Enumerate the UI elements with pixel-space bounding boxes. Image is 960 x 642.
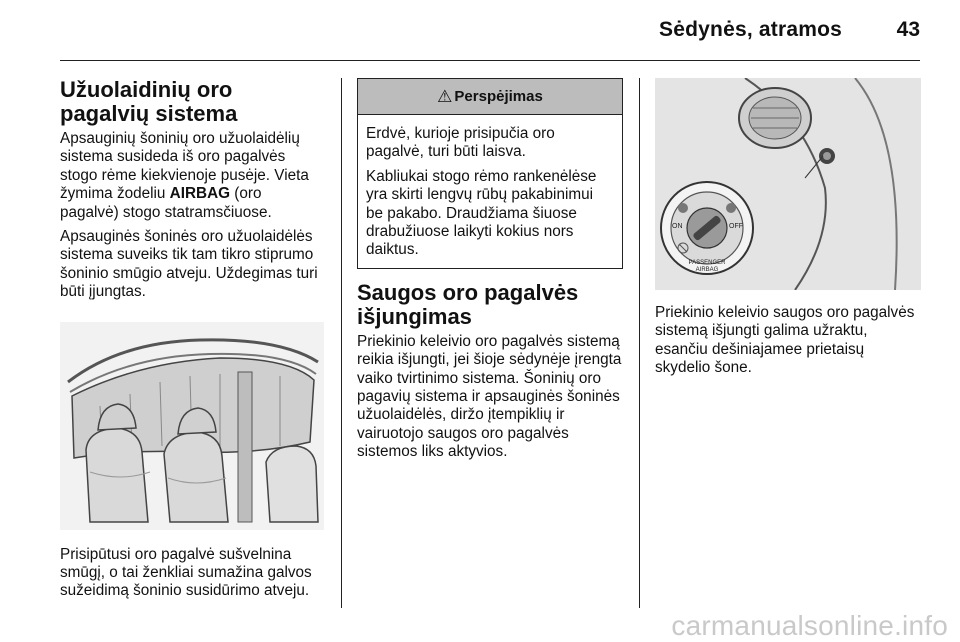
switch-passenger-label: PASSENGER xyxy=(688,260,726,266)
page-header xyxy=(60,0,920,60)
curtain-airbag-paragraph-1: Apsauginių šoninių oro užuolaidėlių sistema susideda iš oro pagalvės stogo rėme kiekvienoje pusėje. Vieta žymima žodeliu AIRBAG (oro pagalvė) stogo statramsčiuose. xyxy=(60,130,309,221)
airbag-switch-paragraph: Priekinio keleivio saugos oro pagalvės sistemą išjungti galima užraktu, esančiu dešiniajamee prietaisų skydelio šone. xyxy=(655,304,915,377)
warning-paragraph-2: Kabliukai stogo rėmo rankenėlėse yra skirti lengvų rūbų pakabinimui be pakabo. Draudžiama šiuose drabužiuose laikyti kokius nors daiktus. xyxy=(366,167,597,259)
curtain-airbag-figure-caption: Prisipūtusi oro pagalvė sušvelnina smūgį, o tai ženkliai sumažina galvos sužeidimą šoninio susidūrimo atveju. xyxy=(60,545,312,600)
airbag-switch-illustration xyxy=(655,78,921,290)
warning-body xyxy=(358,115,622,268)
switch-on-label: ON xyxy=(672,223,683,230)
curtain-airbag-paragraph-2: Apsauginės šoninės oro užuolaidėlės sistema suveiks tik tam tikro stiprumo šoninio smūgio atveju. Uždegimas turi būti įjungtas. xyxy=(60,228,318,301)
column-1 xyxy=(60,78,324,607)
watermark: carmanualsonline.info xyxy=(671,610,948,641)
warning-paragraph-1: Erdvė, kurioje prisipučia oro pagalvė, turi būti laisva. xyxy=(366,125,555,161)
switch-airbag-label: AIRBAG xyxy=(695,267,719,273)
airbag-deactivation-heading: Saugos oro pagalvės išjungimas xyxy=(357,279,579,329)
switch-off-label: OFF xyxy=(729,223,743,230)
header-divider xyxy=(60,60,920,61)
warning-box xyxy=(357,78,623,269)
airbag-term: AIRBAG xyxy=(169,185,231,203)
warning-title: Perspėjimas xyxy=(454,88,543,105)
column-divider-right xyxy=(639,78,640,608)
airbag-deactivation-paragraph: Priekinio keleivio oro pagalvės sistemą reikia išjungti, jei šioje sėdynėje įrengta vaiko tvirtinimo sistema. Šoninių oro pagavių sistema ir apsauginės šoninės užuolaidėlės, diržo įtempiklių ir vairuotojo saugos oro pagalvės sistemos liks aktyvios. xyxy=(357,332,622,461)
column-3 xyxy=(655,78,921,384)
page-number: 43 xyxy=(896,18,920,41)
column-2 xyxy=(357,78,623,468)
warning-header xyxy=(358,79,622,115)
section-title: Sėdynės, atramos xyxy=(659,18,842,41)
curtain-airbag-heading: Užuolaidinių oro pagalvių sistema xyxy=(60,77,238,126)
warning-triangle-icon: ⚠ xyxy=(437,86,453,106)
curtain-airbag-illustration xyxy=(60,322,324,530)
column-divider-left xyxy=(341,78,342,608)
